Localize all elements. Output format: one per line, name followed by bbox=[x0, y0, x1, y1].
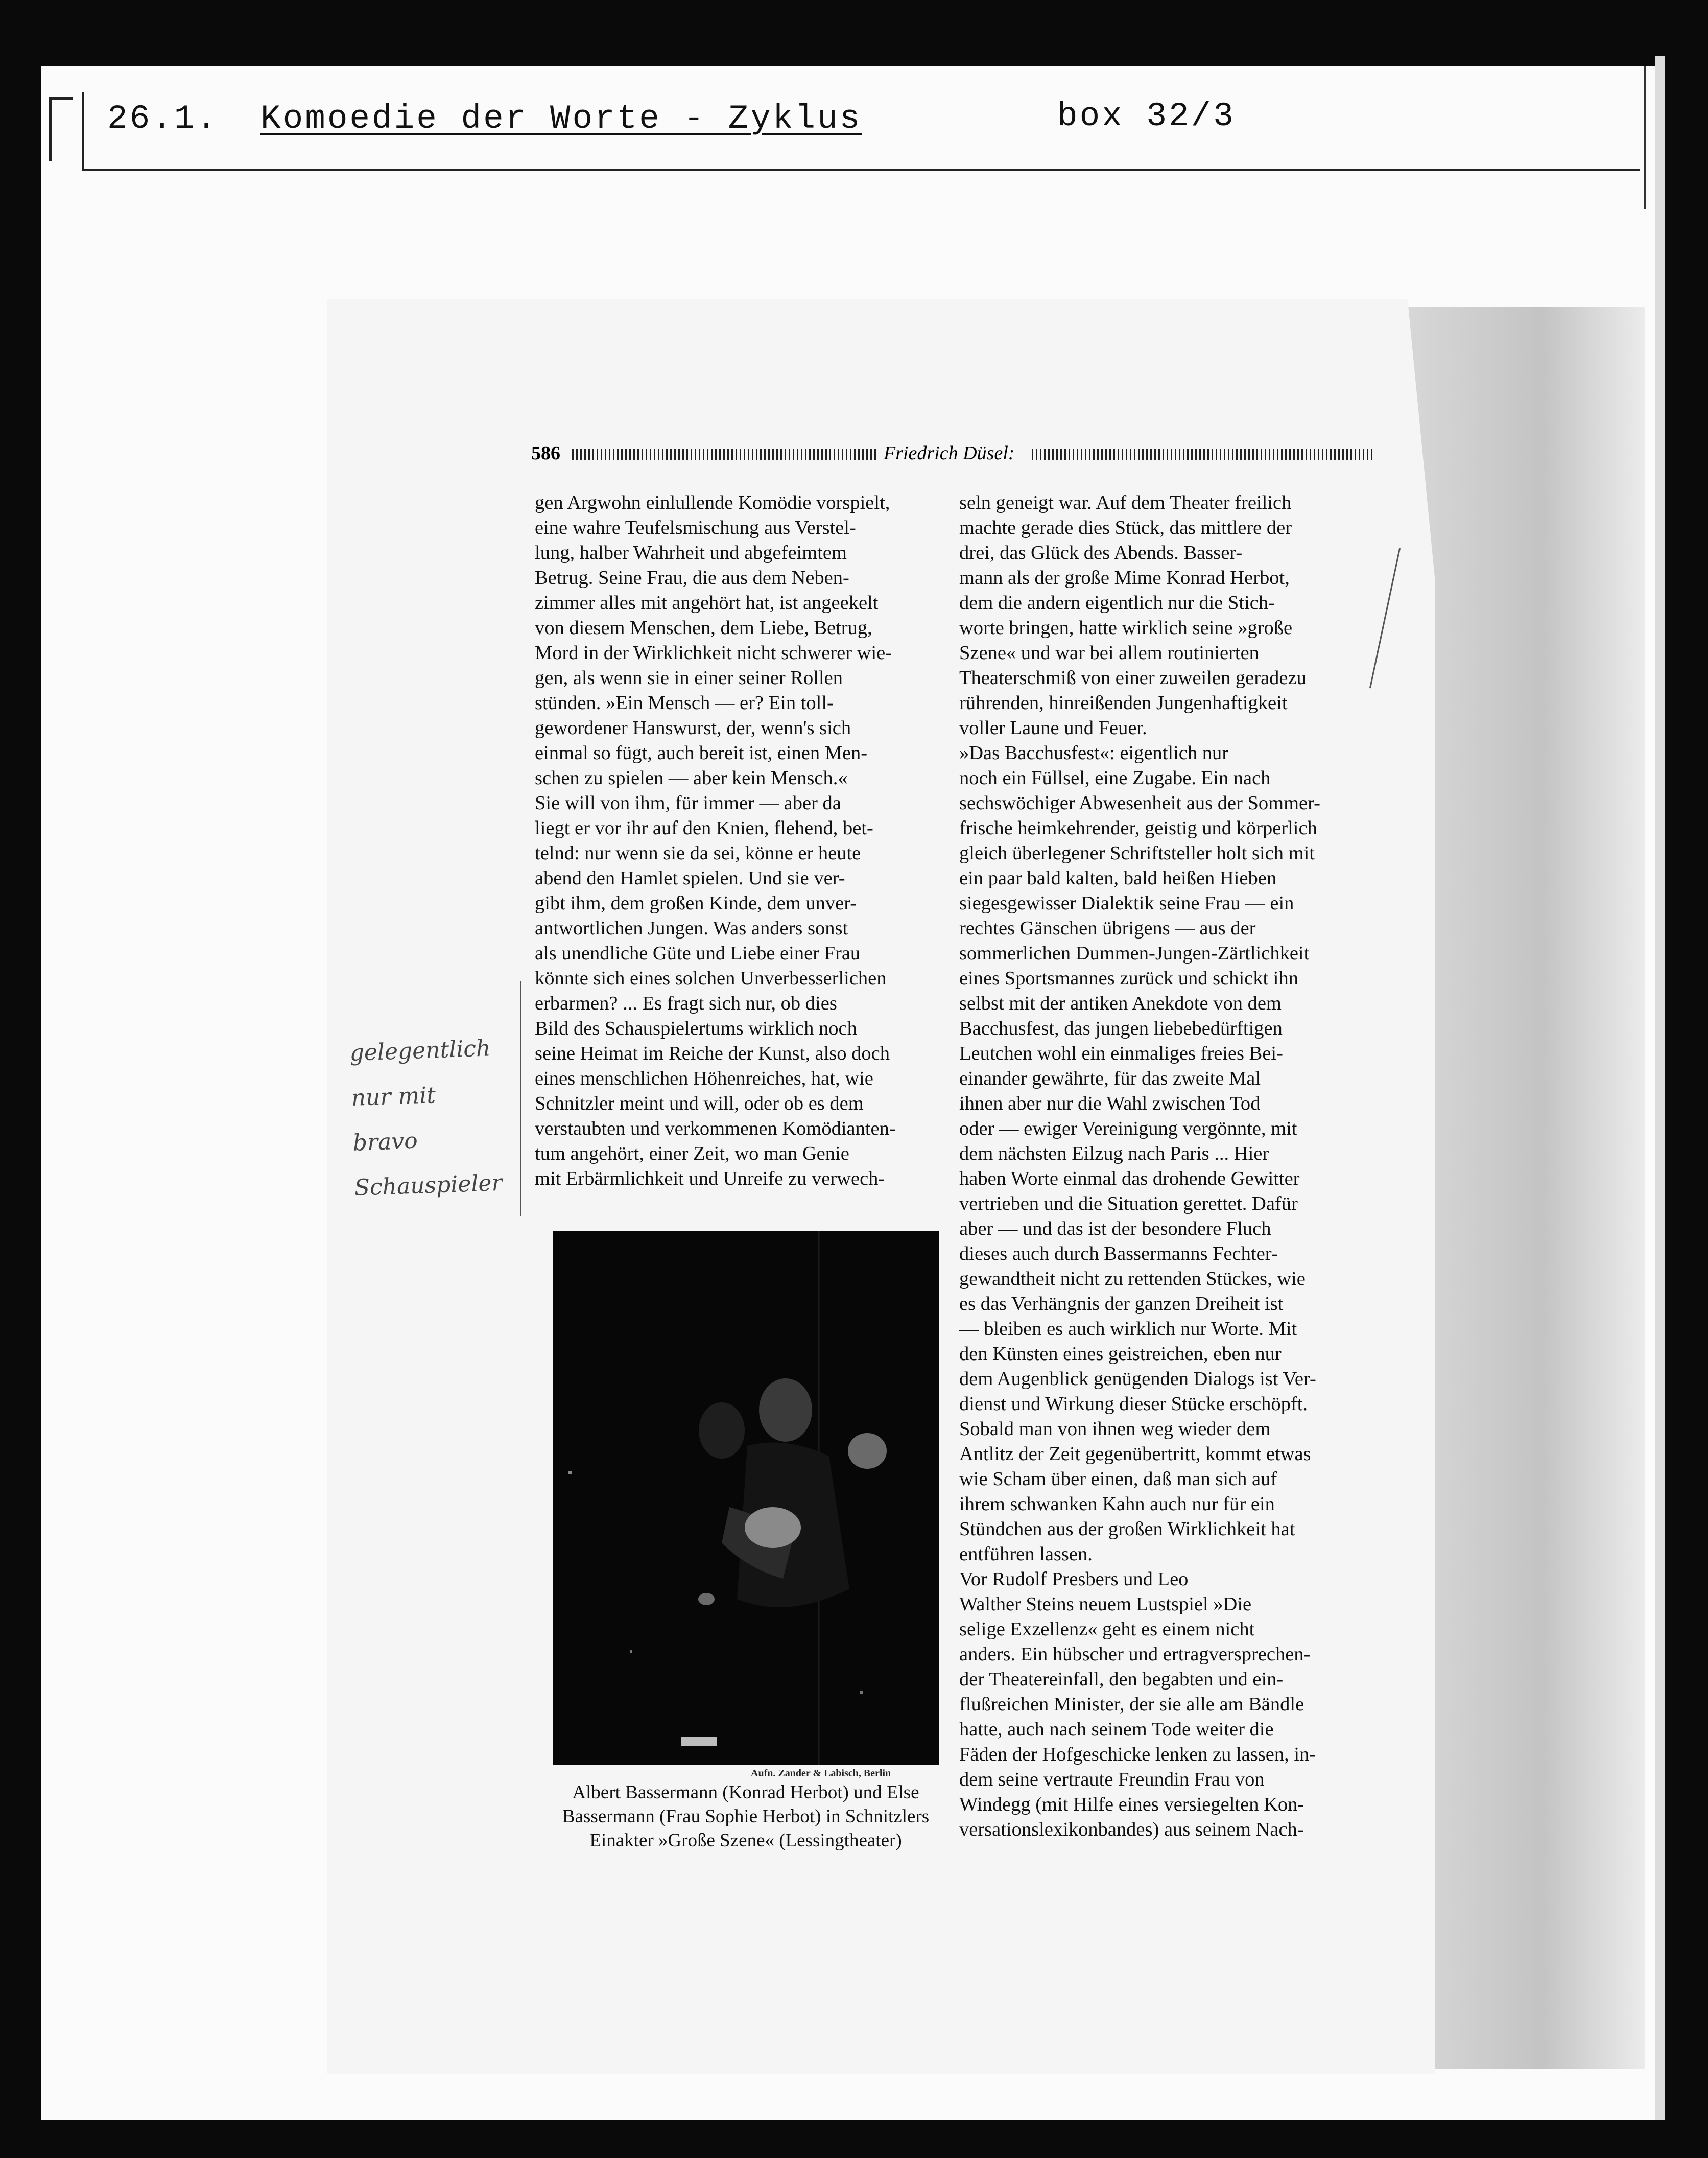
article-line: rührenden, hinreißenden Jungenhaftigkeit bbox=[959, 692, 1288, 714]
article-line: ihnen aber nur die Wahl zwischen Tod bbox=[959, 1093, 1261, 1114]
card-right-rule bbox=[1644, 66, 1646, 209]
article-line: anders. Ein hübscher und ertragversprechen- bbox=[959, 1644, 1311, 1665]
article-line: ein paar bald kalten, bald heißen Hieben bbox=[959, 867, 1277, 889]
card-edge bbox=[1655, 56, 1665, 2120]
article-line: dem seine vertraute Freundin Frau von bbox=[959, 1769, 1265, 1790]
running-head-author: Friedrich Düsel: bbox=[884, 442, 1015, 464]
article-line: könnte sich eines solchen Unverbesserlichen bbox=[535, 968, 887, 989]
article-line: siegesgewisser Dialektik seine Frau — ein bbox=[959, 893, 1294, 914]
caption-line: Bassermann (Frau Sophie Herbot) in Schnitzlers bbox=[562, 1806, 930, 1827]
article-line: selbst mit der antiken Anekdote von dem bbox=[959, 993, 1282, 1014]
article-line: einmal so fügt, auch bereit ist, einen Men- bbox=[535, 742, 868, 764]
caption-line: Albert Bassermann (Konrad Herbot) und Else bbox=[572, 1782, 919, 1803]
article-line: Bild des Schauspielertums wirklich noch bbox=[535, 1018, 857, 1039]
article-line: mann als der große Mime Konrad Herbot, bbox=[959, 567, 1290, 589]
article-line: gibt ihm, dem großen Kinde, dem unver- bbox=[535, 893, 857, 914]
article-line: selige Exzellenz« geht es einem nicht bbox=[959, 1618, 1255, 1640]
article-line: der Theatereinfall, den begabten und ein- bbox=[959, 1669, 1284, 1690]
article-line: — bleiben es auch wirklich nur Worte. Mit bbox=[959, 1318, 1297, 1340]
photo-credit: Aufn. Zander & Labisch, Berlin bbox=[751, 1768, 891, 1779]
article-line: gleich überlegener Schriftsteller holt sich mit bbox=[959, 842, 1315, 864]
article-line: den Künsten eines geistreichen, eben nur bbox=[959, 1343, 1282, 1365]
card-header bbox=[82, 89, 1256, 161]
article-line: »Das Bacchusfest«: eigentlich nur bbox=[959, 742, 1229, 764]
article-line: antwortlichen Jungen. Was anders sonst bbox=[535, 918, 848, 939]
page-number: 586 bbox=[531, 442, 560, 464]
article-line: hatte, auch nach seinem Tode weiter die bbox=[959, 1719, 1274, 1740]
article-line: mit Erbärmlichkeit und Unreife zu verwech- bbox=[535, 1168, 885, 1189]
photo-caption bbox=[541, 1780, 950, 1852]
article-line: frische heimkehrender, geistig und körperlich bbox=[959, 817, 1317, 839]
header-rule bbox=[82, 169, 1640, 171]
article-line: seine Heimat im Reiche der Kunst, also doch bbox=[535, 1043, 890, 1064]
article-line: aber — und das ist der besondere Fluch bbox=[959, 1218, 1271, 1239]
article-line: Vor Rudolf Presbers und Leo bbox=[959, 1568, 1189, 1590]
running-head-rule-left bbox=[572, 449, 879, 460]
margin-note-line: Schauspieler bbox=[354, 1169, 503, 1201]
photo-image bbox=[553, 1231, 939, 1765]
article-line: schen zu spielen — aber kein Mensch.« bbox=[535, 767, 848, 789]
article-line: oder — ewiger Vereinigung vergönnte, mit bbox=[959, 1118, 1297, 1139]
article-line: Windegg (mit Hilfe eines versiegelten Kon- bbox=[959, 1794, 1304, 1815]
handwritten-margin-note bbox=[349, 1034, 529, 1224]
article-line: dem Augenblick genügenden Dialogs ist Ver- bbox=[959, 1368, 1316, 1390]
article-line: Theaterschmiß von einer zuweilen geradezu bbox=[959, 667, 1307, 689]
article-line: Szene« und war bei allem routinierten bbox=[959, 642, 1259, 664]
article-line: dem nächsten Eilzug nach Paris ... Hier bbox=[959, 1143, 1269, 1164]
article-line: telnd: nur wenn sie da sei, könne er heute bbox=[535, 842, 861, 864]
article-line: dem die andern eigentlich nur die Stich- bbox=[959, 592, 1275, 614]
article-line: verstaubten und verkommenen Komödianten- bbox=[535, 1118, 896, 1139]
article-line: es das Verhängnis der ganzen Dreiheit ist bbox=[959, 1293, 1284, 1315]
running-head bbox=[531, 442, 1374, 467]
article-line: eines menschlichen Höhenreiches, hat, wie bbox=[535, 1068, 873, 1089]
article-line: worte bringen, hatte wirklich seine »große bbox=[959, 617, 1293, 639]
article-line: Bacchusfest, das jungen liebebedürftigen bbox=[959, 1018, 1283, 1039]
caption-line: Einakter »Große Szene« (Lessingtheater) bbox=[589, 1830, 902, 1851]
article-line: Fäden der Hofgeschicke lenken zu lassen, in- bbox=[959, 1744, 1316, 1765]
margin-note-line: bravo bbox=[352, 1128, 418, 1156]
article-line: noch ein Füllsel, eine Zugabe. Ein nach bbox=[959, 767, 1271, 789]
article-line: ihrem schwanken Kahn auch nur für ein bbox=[959, 1493, 1275, 1515]
article-line: dienst und Wirkung dieser Stücke erschöpft. bbox=[959, 1393, 1308, 1415]
article-line: entführen lassen. bbox=[959, 1543, 1093, 1565]
article-line: wie Scham über einen, daß man sich auf bbox=[959, 1468, 1277, 1490]
article-line: versationslexikonbandes) aus seinem Nach- bbox=[959, 1819, 1304, 1840]
corner-mark bbox=[49, 97, 73, 161]
article-line: sommerlichen Dummen-Jungen-Zärtlichkeit bbox=[959, 943, 1310, 964]
article-line: tum angehört, einer Zeit, wo man Genie bbox=[535, 1143, 849, 1164]
margin-note-line: gelegentlich bbox=[349, 1035, 491, 1067]
article-line: Antlitz der Zeit gegenübertritt, kommt etwas bbox=[959, 1443, 1311, 1465]
article-line: als unendliche Güte und Liebe einer Frau bbox=[535, 943, 861, 964]
article-line: zimmer alles mit angehört hat, ist angeekelt bbox=[535, 592, 879, 614]
article-line: eine wahre Teufelsmischung aus Verstel- bbox=[535, 517, 856, 538]
article-line: liegt er vor ihr auf den Knien, flehend, bet- bbox=[535, 817, 873, 839]
article-line: Schnitzler meint und will, oder ob es dem bbox=[535, 1093, 864, 1114]
article-line: Stündchen aus der großen Wirklichkeit hat bbox=[959, 1518, 1295, 1540]
article-line: sechswöchiger Abwesenheit aus der Sommer- bbox=[959, 792, 1321, 814]
running-head-rule-right bbox=[1032, 449, 1374, 460]
article-line: abend den Hamlet spielen. Und sie ver- bbox=[535, 867, 845, 889]
header-title: Komoedie der Worte - Zyklus bbox=[260, 100, 862, 138]
article-line: Walther Steins neuem Lustspiel »Die bbox=[959, 1593, 1252, 1615]
article-line: einander gewährte, für das zweite Mal bbox=[959, 1068, 1261, 1089]
article-line: Sie will von ihm, für immer — aber da bbox=[535, 792, 841, 814]
article-line: eines Sportsmannes zurück und schickt ihn bbox=[959, 968, 1298, 989]
article-line: Mord in der Wirklichkeit nicht schwerer wie- bbox=[535, 642, 892, 664]
article-line: drei, das Glück des Abends. Basser- bbox=[959, 542, 1243, 564]
article-line: gen Argwohn einlullende Komödie vorspielt, bbox=[535, 492, 890, 513]
article-line: flußreichen Minister, der sie alle am Bändle bbox=[959, 1694, 1304, 1715]
header-code: 26.1. bbox=[107, 100, 219, 138]
article-line: Leutchen wohl ein einmaliges freies Bei- bbox=[959, 1043, 1283, 1064]
theatre-photo bbox=[553, 1231, 939, 1765]
article-line: rechtes Gänschen übrigens — aus der bbox=[959, 918, 1256, 939]
article-line: voller Laune und Feuer. bbox=[959, 717, 1147, 739]
article-line: gewandtheit nicht zu rettenden Stückes, wie bbox=[959, 1268, 1306, 1289]
article-line: gewordener Hanswurst, der, wenn's sich bbox=[535, 717, 851, 739]
article-line: von diesem Menschen, dem Liebe, Betrug, bbox=[535, 617, 872, 639]
article-line: haben Worte einmal das drohende Gewitter bbox=[959, 1168, 1300, 1189]
article-line: Betrug. Seine Frau, die aus dem Neben- bbox=[535, 567, 849, 589]
article-line: Sobald man von ihnen weg wieder dem bbox=[959, 1418, 1271, 1440]
article-column-right bbox=[959, 490, 1375, 1842]
article-line: lung, halber Wahrheit und abgefeimtem bbox=[535, 542, 847, 564]
margin-note-line: nur mit bbox=[350, 1082, 436, 1111]
header-box-number: box 32/3 bbox=[1057, 97, 1236, 135]
article-line: stünden. »Ein Mensch — er? Ein toll- bbox=[535, 692, 834, 714]
article-line: dieses auch durch Bassermanns Fechter- bbox=[959, 1243, 1278, 1264]
article-line: vertrieben und die Situation gerettet. Dafür bbox=[959, 1193, 1298, 1214]
article-line: gen, als wenn sie in einer seiner Rollen bbox=[535, 667, 843, 689]
article-line: machte gerade dies Stück, das mittlere der bbox=[959, 517, 1292, 538]
article-column-left bbox=[535, 490, 943, 1191]
article-line: erbarmen? ... Es fragt sich nur, ob dies bbox=[535, 993, 837, 1014]
article-line: seln geneigt war. Auf dem Theater freilich bbox=[959, 492, 1292, 513]
